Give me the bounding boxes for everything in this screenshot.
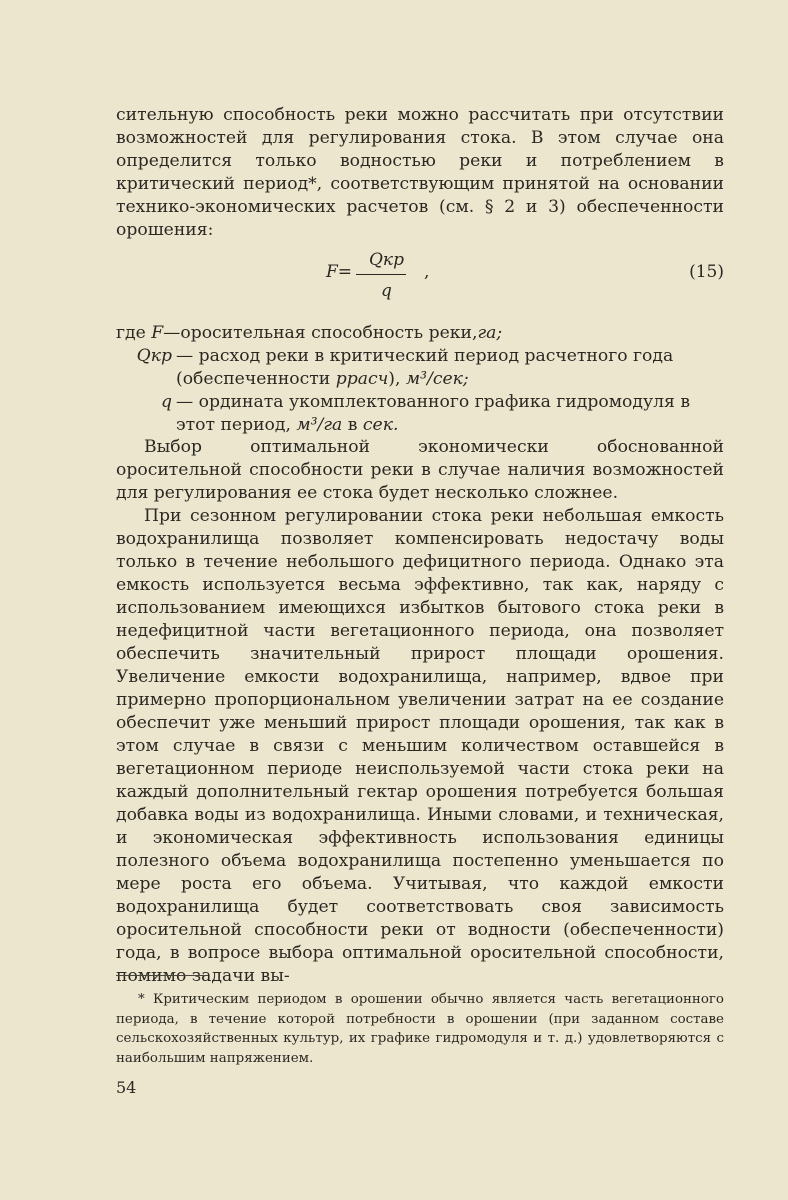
- formula-numerator: Qкр: [369, 250, 404, 270]
- formula-comma: ,: [424, 262, 430, 282]
- definition-F: где F — оросительная способность реки, га;: [116, 323, 503, 343]
- definition-q: q — ордината укомплектованного графика гидромодуля в этот период, м³/га в сек.: [116, 391, 724, 437]
- where-word: где: [116, 323, 146, 343]
- paragraph-2: Выбор оптимальной экономически обоснованной оросительной способности реки в случае наличия возможностей для регулирования ее стока будет несколько сложнее.: [116, 437, 724, 503]
- def-symbol-F: F: [151, 323, 164, 343]
- page-number: 54: [116, 1078, 137, 1097]
- formula-number: (15): [689, 262, 724, 282]
- formula-lhs: F=: [326, 262, 353, 282]
- paragraph-3: При сезонном регулировании стока реки небольшая емкость водохранилища позволяет компенсировать недостачу воды только в течение небольшого дефицитного периода. Однако эта емкость используется весьма эффективно, так как, наряду с использованием имеющихся избытков бытового стока реки в недефицитной части вегетационного периода, она позволяет обеспечить значительный прирост площади орошения. Увеличение емкости водохранилища, например, вдвое при примерно пропорциональном увеличении затрат на ее создание обеспечит уже меньший прирост площади орошения, так как в этом случае в связи с меньшим количеством оставшейся в вегетационном периоде неиспользуемой части стока реки на каждый дополнительный гектар орошения потребуется большая добавка воды из водохранилища. Иными словами, и техническая, и экономическая эффективность использования единицы полезного объема водохранилища постепенно уменьшается по мере роста его объема. Учитывая, что каждой емкости водохранилища будет соответствовать своя зависимость оросительной способности реки от водности (обеспеченности) года, в вопросе выбора оптимальной оросительной способности, помимо задачи вы-: [116, 506, 724, 986]
- formula-15: [116, 250, 724, 310]
- def-symbol-q: q: [160, 392, 172, 412]
- def-symbol-Qkr: Qкр: [136, 346, 172, 366]
- definitions-list: [116, 322, 724, 437]
- intro-paragraph: сительную способность реки можно рассчитать при отсутствии возможностей для регулирования стока. В этом случае она определится только водностью реки и потреблением в критический период*, соответствующим принятой на основании технико-экономических расчетов (см. § 2 и 3) обеспеченности орошения:: [116, 105, 724, 240]
- formula-denominator: q: [381, 281, 392, 301]
- footnote-divider: [116, 975, 206, 976]
- footnote: * Критическим периодом в орошении обычно является часть вегетационного периода, в течение которой потребности в орошении (при заданном составе сельскохозяйственных культур, их графике гидромодуля и т. д.) удовлетворяются с наибольшим напряжением.: [116, 992, 724, 1066]
- definition-Qkr: Qкр — расход реки в критический период расчетного года (обеспеченности pрасч), м³/сек;: [116, 345, 724, 391]
- fraction-bar: [356, 274, 406, 275]
